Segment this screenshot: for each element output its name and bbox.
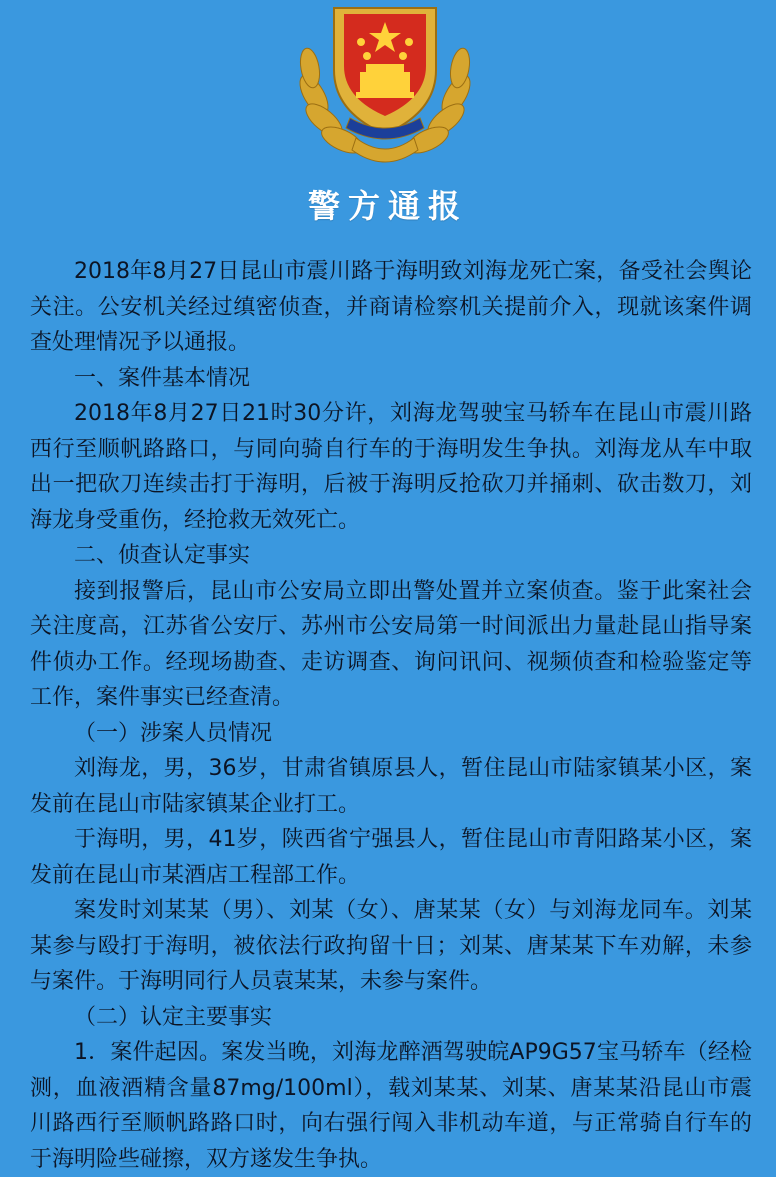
paragraph-person-yu: 于海明，男，41岁，陕西省宁强县人，暂住昆山市青阳路某小区，案发前在昆山市某酒店工程部工作。 <box>30 827 752 888</box>
heading-subsection-2: （二）认定主要事实 <box>74 1004 273 1030</box>
paragraph-person-liu: 刘海龙，男，36岁，甘肃省镇原县人，暂住昆山市陆家镇某小区，案发前在昆山市陆家镇某企业打工。 <box>30 756 752 817</box>
paragraph-passengers: 案发时刘某某（男）、刘某（女）、唐某某（女）与刘海龙同车。刘某某参与殴打于海明，被依法行政拘留十日；刘某、唐某某下车劝解，未参与案件。于海明同行人员袁某某，未参与案件。 <box>30 898 752 994</box>
paragraph-cause: 1．案件起因。案发当晚，刘海龙醉酒驾驶皖AP9G57宝马轿车（经检测，血液酒精含量87mg/100ml），载刘某某、刘某、唐某某沿昆山市震川路西行至顺帆路路口时，向右强行闯入非机动车道，与正常骑自行车的于海明险些碰擦，双方遂发生争执。 <box>30 1040 752 1172</box>
heading-subsection-1: （一）涉案人员情况 <box>74 720 273 746</box>
notice-body <box>30 254 752 1177</box>
heading-section-1: 一、案件基本情况 <box>74 365 251 391</box>
police-emblem <box>294 0 476 176</box>
paragraph-intro: 2018年8月27日昆山市震川路于海明致刘海龙死亡案，备受社会舆论关注。公安机关经过缜密侦查，并商请检察机关提前介入，现就该案件调查处理情况予以通报。 <box>30 259 752 355</box>
heading-section-2: 二、侦查认定事实 <box>74 543 251 568</box>
page-title: 警方通报 <box>307 187 468 225</box>
police-emblem-icon <box>294 0 476 176</box>
paragraph-investigation: 接到报警后，昆山市公安局立即出警处置并立案侦查。鉴于此案社会关注度高，江苏省公安厅、苏州市公安局第一时间派出力量赴昆山指导案件侦办工作。经现场勘查、走访调查、询问讯问、视频侦查和检验鉴定等工作，案件事实已经查清。 <box>30 578 752 710</box>
paragraph-case-summary: 2018年8月27日21时30分许，刘海龙驾驶宝马轿车在昆山市震川路西行至顺帆路路口，与同向骑自行车的于海明发生争执。刘海龙从车中取出一把砍刀连续击打于海明，后被于海明反抢砍刀并捅刺、砍击数刀，刘海龙身受重伤，经抢救无效死亡。 <box>30 401 752 533</box>
